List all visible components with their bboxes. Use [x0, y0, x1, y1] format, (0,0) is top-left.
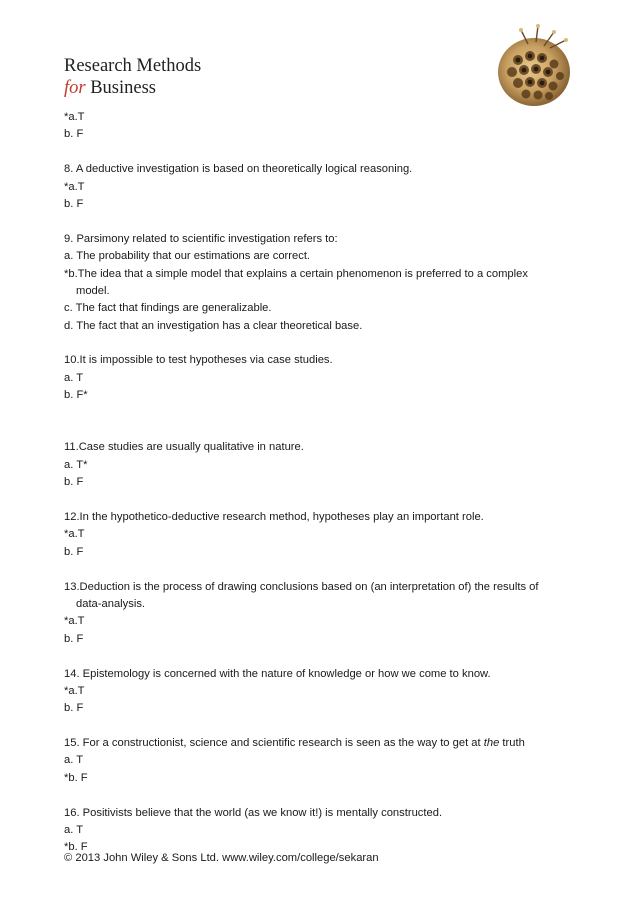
answer-b-continued: model.	[76, 284, 110, 297]
question-13: 13.Deduction is the process of drawing conclusions based on (an interpretation of) the results of	[64, 580, 539, 593]
answer-b: b. F*	[64, 389, 88, 402]
question-9: 9. Parsimony related to scientific investigation refers to:	[64, 232, 338, 245]
book-title-for: for	[64, 78, 86, 98]
answer-d: d. The fact that an investigation has a clear theoretical base.	[64, 319, 363, 332]
answer-a: a. T	[64, 754, 84, 767]
document-header	[64, 55, 201, 99]
question-14: 14. Epistemology is concerned with the nature of knowledge or how we come to know.	[64, 667, 491, 680]
question-8: 8. A deductive investigation is based on theoretically logical reasoning.	[64, 163, 413, 176]
copyright-footer: © 2013 John Wiley & Sons Ltd. www.wiley.com/college/sekaran	[64, 852, 379, 864]
answer-a: *a.T	[64, 180, 85, 193]
answer-b: *b. F	[64, 841, 88, 854]
book-title-business: Business	[85, 78, 157, 98]
question-15-emphasis: the	[483, 737, 500, 750]
answer-b: b. F	[64, 632, 84, 645]
question-15	[64, 735, 584, 752]
answer-b: *b.The idea that a simple model that explains a certain phenomenon is preferred to a complex	[64, 267, 528, 280]
question-10: 10.It is impossible to test hypotheses via case studies.	[64, 354, 333, 367]
answer-a: a. T	[64, 824, 84, 837]
question-11: 11.Case studies are usually qualitative in nature.	[64, 441, 304, 454]
answer-b: b. F	[64, 476, 84, 489]
book-title-line1: Research Methods	[64, 56, 202, 76]
question-list	[64, 109, 584, 857]
question-12: 12.In the hypothetico-deductive research method, hypotheses play an important role.	[64, 511, 484, 523]
wasp-nest-icon	[488, 20, 584, 116]
answer-b: b. F	[64, 702, 84, 715]
answer-b: b. F	[64, 128, 84, 141]
answer-a: *a.T	[64, 528, 85, 541]
answer-b: b. F	[64, 545, 84, 558]
answer-c: c. The fact that findings are generalizable.	[64, 302, 272, 315]
answer-a: *a.T	[64, 111, 85, 123]
answer-a: a. T*	[64, 458, 88, 471]
question-13-continued: data-analysis.	[76, 597, 146, 610]
book-title-line2	[64, 77, 201, 99]
question-15-end: truth	[499, 737, 525, 750]
answer-a: *a.T	[64, 684, 85, 697]
answer-b: *b. F	[64, 771, 88, 784]
answer-a: a. The probability that our estimations are correct.	[64, 250, 311, 263]
answer-a: *a.T	[64, 615, 85, 628]
question-16: 16. Positivists believe that the world (as we know it!) is mentally constructed.	[64, 806, 443, 819]
answer-a: a. T	[64, 371, 84, 384]
question-15-text: 15. For a constructionist, science and scientific research is seen as the way to get at	[64, 737, 484, 750]
answer-b: b. F	[64, 197, 84, 210]
